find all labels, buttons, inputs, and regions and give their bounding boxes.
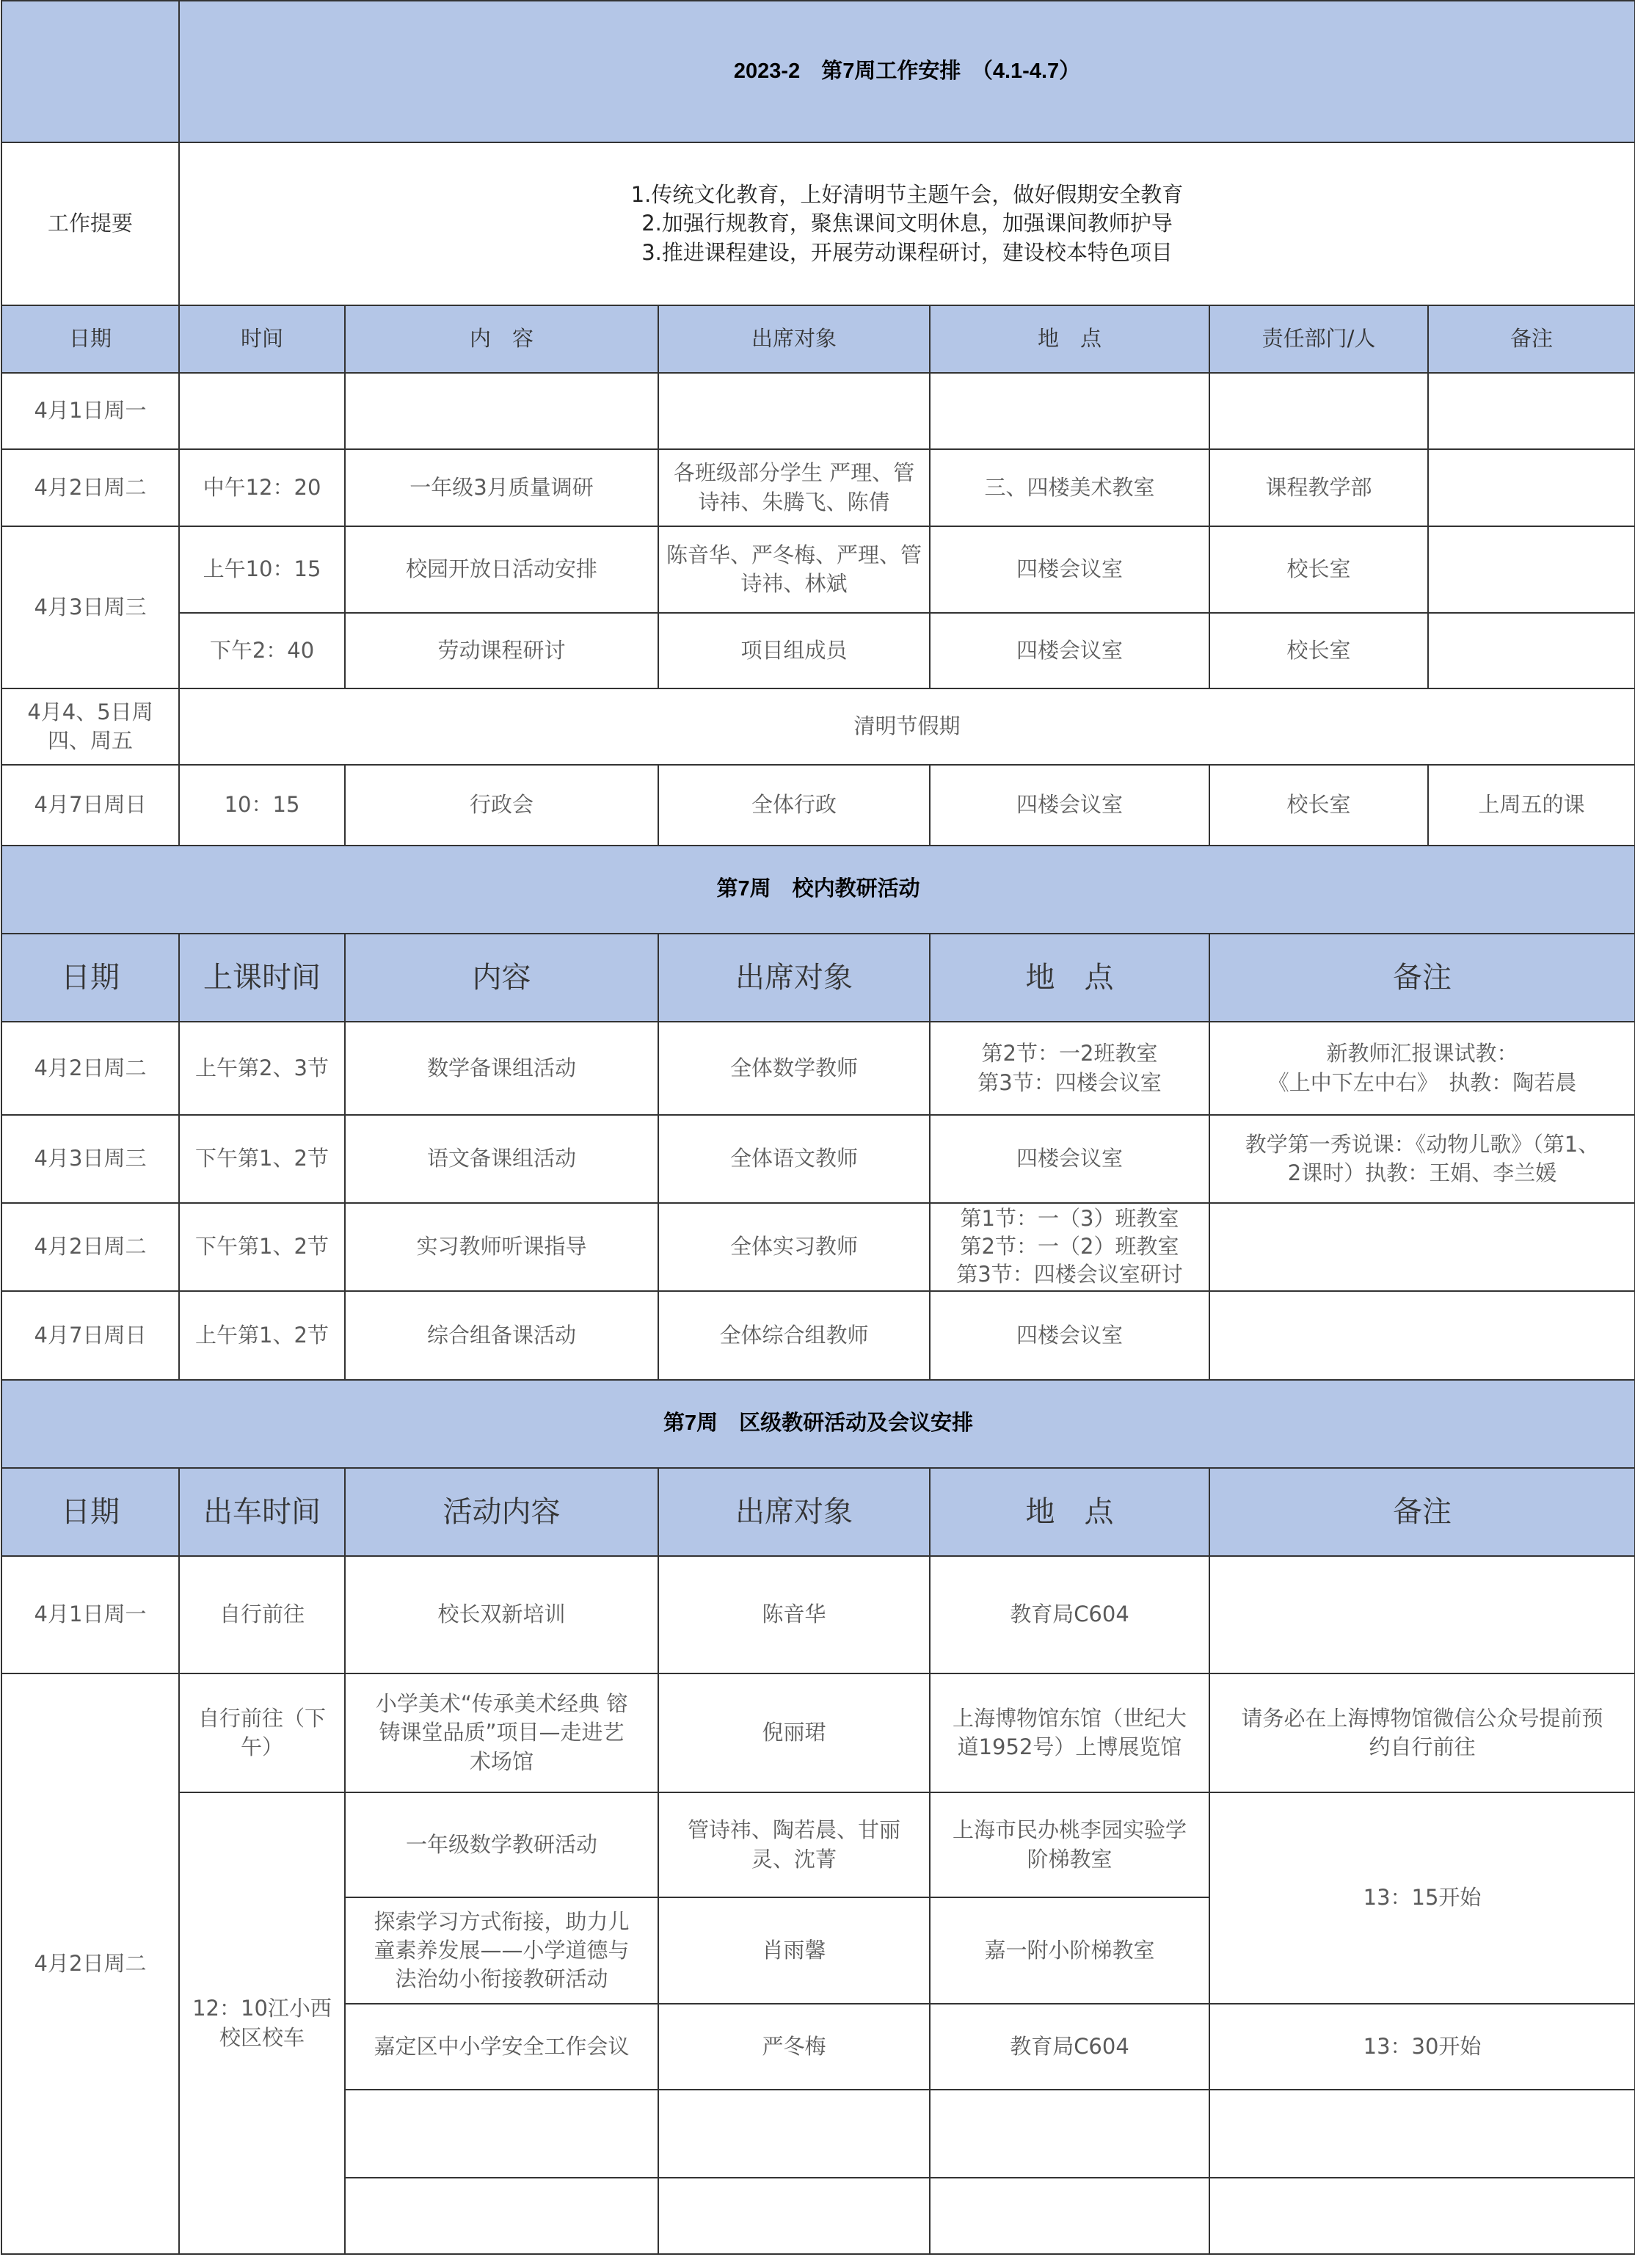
location-line: 阶梯教室: [1027, 1846, 1113, 1872]
note-cell: 上周五的课: [1428, 765, 1635, 846]
note-line: 约自行前往: [1369, 1734, 1476, 1759]
time-cell: 下午2：40: [179, 613, 345, 688]
date-cell: 4月4、5日周四、周五: [1, 688, 179, 765]
location-cell: 四楼会议室: [930, 1291, 1209, 1380]
summary-line: 1.传统文化教育，上好清明节主题午会，做好假期安全教育: [630, 182, 1184, 208]
note-cell: [1209, 1115, 1635, 1203]
note-line: 《上中下左中右》 执教：陶若晨: [1267, 1069, 1577, 1095]
date-cell: 4月3日周三: [1, 1115, 179, 1203]
note-cell: [1209, 1022, 1635, 1115]
attendees-cell: [658, 1792, 930, 1897]
content-line: 铸课堂品质”项目—走进艺: [379, 1720, 624, 1745]
date-cell: 4月7日周日: [1, 765, 179, 846]
section-title-row: [1, 1380, 1635, 1468]
summary-label: 工作提要: [1, 142, 179, 305]
table-row: [1, 1022, 1635, 1115]
content-cell: 语文备课组活动: [345, 1115, 658, 1203]
time-cell: 10：15: [179, 765, 345, 846]
note-cell: [1209, 1556, 1635, 1673]
time-cell: 自行前往: [179, 1556, 345, 1673]
attendees-cell: 全体语文教师: [658, 1115, 930, 1203]
note-line: 2课时）执教：王娟、李兰媛: [1287, 1160, 1557, 1185]
col-header-attendees: 出席对象: [658, 305, 930, 373]
summary-line: 2.加强行规教育，聚焦课间文明休息，加强课间教师护导: [641, 211, 1173, 236]
note-cell: [1428, 449, 1635, 526]
location-cell: [930, 1792, 1209, 1897]
date-cell: 4月2日周二: [1, 1673, 179, 2254]
content-cell: 数学备课组活动: [345, 1022, 658, 1115]
location-cell: 教育局C604: [930, 1556, 1209, 1673]
col-header-class-time: 上课时间: [179, 934, 345, 1022]
attendees-cell: 全体实习教师: [658, 1203, 930, 1291]
date-cell: 4月1日周一: [1, 373, 179, 449]
holiday-cell: 清明节假期: [179, 688, 1635, 765]
col-header-bus-time: 出车时间: [179, 1468, 345, 1556]
content-cell: 一年级数学教研活动: [345, 1792, 658, 1897]
title-left-cell: [1, 1, 179, 142]
note-line: 新教师汇报课试教：: [1326, 1041, 1518, 1066]
location-cell: [930, 1203, 1209, 1291]
location-line: 道1952号）上博展览馆: [957, 1734, 1182, 1759]
district-research-title: 第7周 区级教研活动及会议安排: [1, 1380, 1635, 1468]
location-cell: [930, 2090, 1209, 2178]
dept-cell: 校长室: [1209, 765, 1428, 846]
summary-row: [1, 142, 1635, 305]
dept-cell: 校长室: [1209, 613, 1428, 688]
location-line: 第3节：四楼会议室: [977, 1069, 1162, 1095]
page-title: 2023-2 第7周工作安排 （4.1-4.7）: [179, 1, 1635, 142]
content-cell: 实习教师听课指导: [345, 1203, 658, 1291]
district-header-row: [1, 1468, 1635, 1556]
content-cell: [345, 2090, 658, 2178]
attendees-cell: 陈音华: [658, 1556, 930, 1673]
col-header-note: 备注: [1428, 305, 1635, 373]
time-cell: 上午第2、3节: [179, 1022, 345, 1115]
location-line: 上海博物馆东馆（世纪大: [952, 1705, 1187, 1731]
attendees-cell: [658, 2178, 930, 2254]
attendees-cell: 倪丽珺: [658, 1673, 930, 1792]
dept-cell: 校长室: [1209, 526, 1428, 613]
col-header-location: 地 点: [930, 934, 1209, 1022]
date-cell: 4月2日周二: [1, 1022, 179, 1115]
location-line: 第1节：一（3）班教室: [960, 1206, 1179, 1232]
note-cell: [1209, 2178, 1635, 2254]
note-cell: [1428, 526, 1635, 613]
location-cell: 四楼会议室: [930, 526, 1209, 613]
attendees-cell: 各班级部分学生 严理、管诗祎、朱腾飞、陈倩: [658, 449, 930, 526]
attendees-cell: [658, 2090, 930, 2178]
location-cell: 三、四楼美术教室: [930, 449, 1209, 526]
attendees-line: 灵、沈菁: [751, 1846, 837, 1872]
col-header-location: 地 点: [930, 305, 1209, 373]
table-row: [1, 1291, 1635, 1380]
location-cell: 教育局C604: [930, 2004, 1209, 2090]
time-cell: [179, 373, 345, 449]
note-line: 教学第一秀说课：《动物儿歌》（第1、: [1245, 1131, 1600, 1157]
time-cell: 下午第1、2节: [179, 1203, 345, 1291]
location-cell: [930, 2178, 1209, 2254]
content-cell: 校长双新培训: [345, 1556, 658, 1673]
time-cell: 中午12：20: [179, 449, 345, 526]
attendees-cell: 项目组成员: [658, 613, 930, 688]
note-cell: [1209, 1291, 1635, 1380]
location-cell: 四楼会议室: [930, 613, 1209, 688]
table-row: [1, 449, 1635, 526]
content-cell: 嘉定区中小学安全工作会议: [345, 2004, 658, 2090]
content-line: 术场馆: [469, 1748, 534, 1774]
content-cell: 一年级3月质量调研: [345, 449, 658, 526]
col-header-time: 时间: [179, 305, 345, 373]
col-header-date: 日期: [1, 1468, 179, 1556]
date-cell: 4月2日周二: [1, 1203, 179, 1291]
table-row: [1, 1673, 1635, 1792]
time-line: 午）: [240, 1734, 283, 1759]
attendees-cell: 全体数学教师: [658, 1022, 930, 1115]
title-row: [1, 1, 1635, 142]
attendees-cell: 肖雨馨: [658, 1897, 930, 2004]
school-research-header-row: [1, 934, 1635, 1022]
date-cell: 4月7日周日: [1, 1291, 179, 1380]
attendees-cell: [658, 373, 930, 449]
note-cell: [1428, 613, 1635, 688]
school-research-title: 第7周 校内教研活动: [1, 846, 1635, 934]
col-header-date: 日期: [1, 934, 179, 1022]
content-cell: 校园开放日活动安排: [345, 526, 658, 613]
location-line: 第2节：一（2）班教室: [960, 1234, 1179, 1260]
attendees-cell: 全体综合组教师: [658, 1291, 930, 1380]
table-row: [1, 1115, 1635, 1203]
content-line: 法治幼小衔接教研活动: [395, 1966, 608, 1992]
location-line: 第3节：四楼会议室研讨: [956, 1261, 1183, 1287]
table-row: [1, 613, 1635, 688]
location-line: 上海市民办桃李园实验学: [952, 1817, 1187, 1843]
date-cell: 4月2日周二: [1, 449, 179, 526]
time-line: 校区校车: [219, 2024, 305, 2050]
table-row: [1, 688, 1635, 765]
dept-cell: [1209, 373, 1428, 449]
table-row: [1, 1792, 1635, 1897]
col-header-content: 内 容: [345, 305, 658, 373]
date-cell: 4月3日周三: [1, 526, 179, 688]
content-cell: 行政会: [345, 765, 658, 846]
content-line: 探索学习方式衔接，助力儿: [374, 1908, 630, 1934]
note-cell: [1209, 2090, 1635, 2178]
location-cell: 嘉一附小阶梯教室: [930, 1897, 1209, 2004]
content-cell: [345, 2178, 658, 2254]
col-header-location: 地 点: [930, 1468, 1209, 1556]
schedule-table: [1, 0, 1635, 2255]
time-line: 12：10江小西: [192, 1996, 332, 2021]
date-cell: 4月1日周一: [1, 1556, 179, 1673]
time-cell: [179, 1673, 345, 1792]
table-row: [1, 1203, 1635, 1291]
table-row: [1, 526, 1635, 613]
note-cell: 13：15开始: [1209, 1792, 1635, 2004]
section-title-row: [1, 846, 1635, 934]
col-header-dept: 责任部门/人: [1209, 305, 1428, 373]
col-header-note: 备注: [1209, 934, 1635, 1022]
time-cell: [179, 1792, 345, 2254]
note-cell: [1428, 373, 1635, 449]
schedule-header-row: [1, 305, 1635, 373]
location-line: 第2节：一2班教室: [981, 1041, 1158, 1066]
content-cell: [345, 373, 658, 449]
table-row: [1, 373, 1635, 449]
time-cell: 上午第1、2节: [179, 1291, 345, 1380]
attendees-line: 管诗祎、陶若晨、甘丽: [687, 1817, 900, 1843]
location-cell: [930, 373, 1209, 449]
attendees-cell: 严冬梅: [658, 2004, 930, 2090]
location-cell: [930, 1673, 1209, 1792]
content-line: 小学美术“传承美术经典 镕: [375, 1691, 628, 1717]
time-line: 自行前往（下: [197, 1705, 326, 1731]
note-cell: 13：30开始: [1209, 2004, 1635, 2090]
dept-cell: 课程教学部: [1209, 449, 1428, 526]
content-cell: [345, 1673, 658, 1792]
col-header-attendees: 出席对象: [658, 934, 930, 1022]
content-cell: 综合组备课活动: [345, 1291, 658, 1380]
col-header-activity: 活动内容: [345, 1468, 658, 1556]
summary-content: [179, 142, 1635, 305]
location-cell: 四楼会议室: [930, 765, 1209, 846]
attendees-cell: 陈音华、严冬梅、严理、管诗祎、林斌: [658, 526, 930, 613]
time-cell: 下午第1、2节: [179, 1115, 345, 1203]
col-header-attendees: 出席对象: [658, 1468, 930, 1556]
attendees-cell: 全体行政: [658, 765, 930, 846]
time-cell: 上午10：15: [179, 526, 345, 613]
col-header-date: 日期: [1, 305, 179, 373]
table-row: [1, 765, 1635, 846]
note-cell: [1209, 1203, 1635, 1291]
content-line: 童素养发展——小学道德与: [374, 1937, 630, 1963]
table-row: [1, 1556, 1635, 1673]
location-cell: 四楼会议室: [930, 1115, 1209, 1203]
note-line: 请务必在上海博物馆微信公众号提前预: [1241, 1705, 1603, 1731]
col-header-note: 备注: [1209, 1468, 1635, 1556]
content-cell: 劳动课程研讨: [345, 613, 658, 688]
location-cell: [930, 1022, 1209, 1115]
col-header-content: 内容: [345, 934, 658, 1022]
content-cell: [345, 1897, 658, 2004]
summary-line: 3.推进课程建设，开展劳动课程研讨，建设校本特色项目: [641, 239, 1173, 265]
note-cell: [1209, 1673, 1635, 1792]
